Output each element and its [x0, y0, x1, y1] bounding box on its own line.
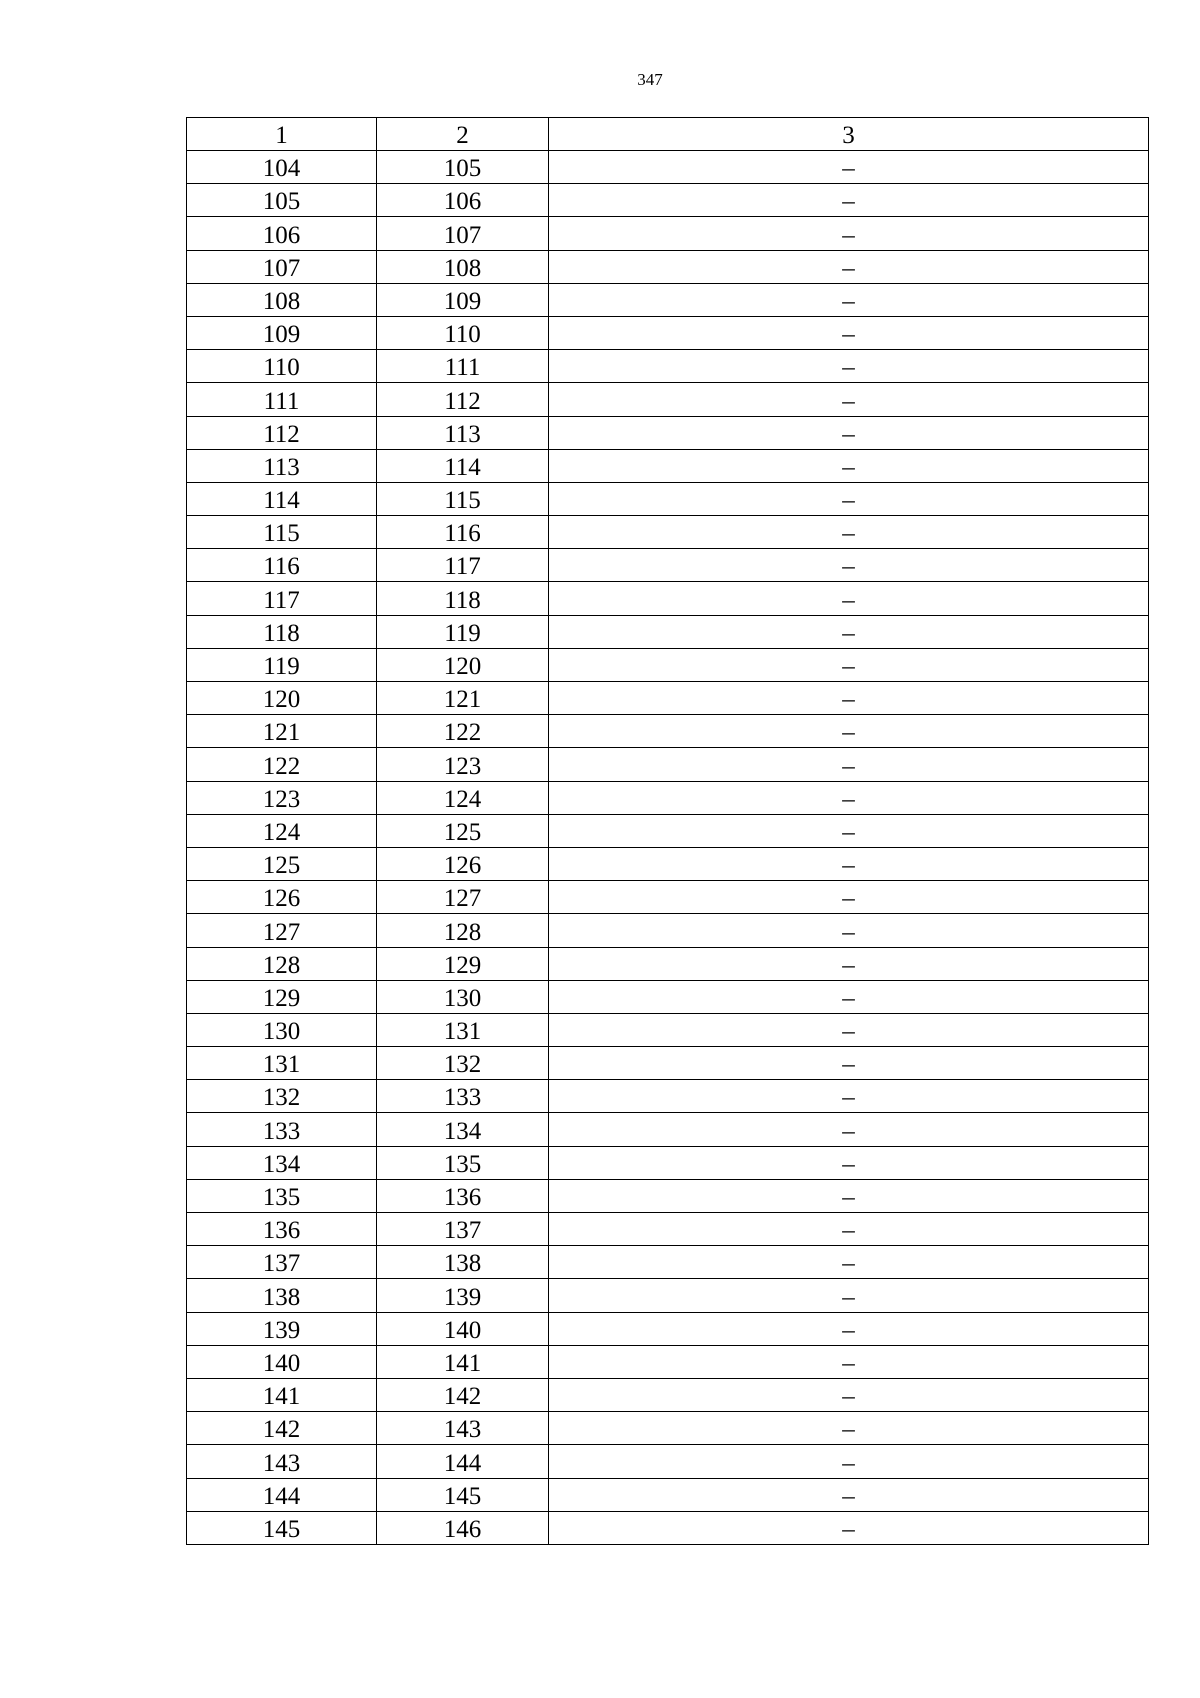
table-cell-col1: 107: [187, 250, 377, 283]
table-cell-col1: 136: [187, 1213, 377, 1246]
table-cell-col1: 125: [187, 847, 377, 880]
table-cell-col3: –: [549, 316, 1149, 349]
table-cell-col1: 143: [187, 1445, 377, 1478]
table-cell-col3: –: [549, 947, 1149, 980]
table-row: [187, 482, 1149, 515]
table-cell-col2: 109: [377, 283, 549, 316]
table-cell-col3: –: [549, 1378, 1149, 1411]
table-cell-col3: –: [549, 914, 1149, 947]
table-row: [187, 283, 1149, 316]
table-cell-col2: 123: [377, 748, 549, 781]
table-row: [187, 715, 1149, 748]
table-cell-col1: 133: [187, 1113, 377, 1146]
table-body: [187, 151, 1149, 1545]
table-cell-col3: –: [549, 715, 1149, 748]
table-cell-col1: 106: [187, 217, 377, 250]
table-cell-col2: 141: [377, 1345, 549, 1378]
table-cell-col3: –: [549, 250, 1149, 283]
table-cell-col2: 124: [377, 781, 549, 814]
table-cell-col3: –: [549, 482, 1149, 515]
table-cell-col3: –: [549, 648, 1149, 681]
table-row: [187, 582, 1149, 615]
table-cell-col2: 112: [377, 383, 549, 416]
table-cell-col2: 110: [377, 316, 549, 349]
table-cell-col1: 121: [187, 715, 377, 748]
table-cell-col3: –: [549, 449, 1149, 482]
table-cell-col2: 122: [377, 715, 549, 748]
table-row: [187, 1412, 1149, 1445]
table-row: [187, 250, 1149, 283]
table-cell-col1: 115: [187, 516, 377, 549]
table-cell-col2: 142: [377, 1378, 549, 1411]
column-header-2: 2: [377, 118, 549, 151]
table-cell-col1: 129: [187, 980, 377, 1013]
table-cell-col3: –: [549, 151, 1149, 184]
table-cell-col3: –: [549, 847, 1149, 880]
table-cell-col3: –: [549, 416, 1149, 449]
table-cell-col2: 137: [377, 1213, 549, 1246]
table-cell-col2: 132: [377, 1047, 549, 1080]
table-row: [187, 1213, 1149, 1246]
table-cell-col2: 114: [377, 449, 549, 482]
table-cell-col1: 119: [187, 648, 377, 681]
table-cell-col2: 139: [377, 1279, 549, 1312]
table-row: [187, 151, 1149, 184]
table-cell-col3: –: [549, 383, 1149, 416]
table-cell-col3: –: [549, 1013, 1149, 1046]
table-row: [187, 914, 1149, 947]
table-cell-col3: –: [549, 350, 1149, 383]
table-row: [187, 1113, 1149, 1146]
table-row: [187, 1146, 1149, 1179]
table-cell-col1: 112: [187, 416, 377, 449]
table-row: [187, 648, 1149, 681]
table-cell-col1: 142: [187, 1412, 377, 1445]
table-cell-col3: –: [549, 582, 1149, 615]
table-row: [187, 1013, 1149, 1046]
table-cell-col2: 118: [377, 582, 549, 615]
table-cell-col1: 110: [187, 350, 377, 383]
table-cell-col2: 144: [377, 1445, 549, 1478]
table-cell-col2: 134: [377, 1113, 549, 1146]
table-cell-col1: 124: [187, 814, 377, 847]
table-row: [187, 1378, 1149, 1411]
table-cell-col1: 126: [187, 881, 377, 914]
table-cell-col3: –: [549, 1345, 1149, 1378]
table-cell-col1: 111: [187, 383, 377, 416]
table-cell-col3: –: [549, 1478, 1149, 1511]
table-cell-col1: 144: [187, 1478, 377, 1511]
table-row: [187, 814, 1149, 847]
table-cell-col1: 135: [187, 1179, 377, 1212]
table-cell-col2: 113: [377, 416, 549, 449]
data-table: [186, 117, 1149, 1545]
table-cell-col3: –: [549, 1080, 1149, 1113]
table-row: [187, 1312, 1149, 1345]
table-cell-col1: 127: [187, 914, 377, 947]
table-cell-col2: 129: [377, 947, 549, 980]
table-row: [187, 350, 1149, 383]
table-cell-col1: 139: [187, 1312, 377, 1345]
column-header-1: 1: [187, 118, 377, 151]
table-cell-col3: –: [549, 516, 1149, 549]
table-cell-col2: 120: [377, 648, 549, 681]
table-cell-col1: 128: [187, 947, 377, 980]
table-row: [187, 416, 1149, 449]
table-cell-col3: –: [549, 217, 1149, 250]
table-cell-col3: –: [549, 1279, 1149, 1312]
table-row: [187, 881, 1149, 914]
table-cell-col3: –: [549, 1113, 1149, 1146]
table-cell-col1: 114: [187, 482, 377, 515]
table-cell-col3: –: [549, 1511, 1149, 1544]
table-cell-col1: 118: [187, 615, 377, 648]
table-row: [187, 449, 1149, 482]
table-cell-col2: 145: [377, 1478, 549, 1511]
table-cell-col1: 113: [187, 449, 377, 482]
table-cell-col3: –: [549, 1213, 1149, 1246]
table-cell-col1: 120: [187, 682, 377, 715]
table-cell-col3: –: [549, 283, 1149, 316]
table-row: [187, 682, 1149, 715]
table-cell-col2: 128: [377, 914, 549, 947]
table-cell-col1: 117: [187, 582, 377, 615]
table-cell-col3: –: [549, 1412, 1149, 1445]
table-cell-col2: 140: [377, 1312, 549, 1345]
table-row: [187, 1080, 1149, 1113]
table-cell-col3: –: [549, 814, 1149, 847]
table-cell-col1: 140: [187, 1345, 377, 1378]
table-cell-col2: 130: [377, 980, 549, 1013]
table-cell-col3: –: [549, 1179, 1149, 1212]
table-cell-col3: –: [549, 1146, 1149, 1179]
table-row: [187, 980, 1149, 1013]
table-row: [187, 184, 1149, 217]
table-row: [187, 549, 1149, 582]
table-row: [187, 516, 1149, 549]
table-cell-col2: 106: [377, 184, 549, 217]
table-row: [187, 217, 1149, 250]
table-cell-col2: 138: [377, 1246, 549, 1279]
table-cell-col3: –: [549, 1312, 1149, 1345]
table-cell-col1: 105: [187, 184, 377, 217]
table-cell-col3: –: [549, 1246, 1149, 1279]
table-row: [187, 781, 1149, 814]
table-row: [187, 1345, 1149, 1378]
table-row: [187, 1179, 1149, 1212]
table-cell-col2: 125: [377, 814, 549, 847]
table-cell-col3: –: [549, 980, 1149, 1013]
table-cell-col2: 133: [377, 1080, 549, 1113]
table-cell-col2: 111: [377, 350, 549, 383]
table-row: [187, 1445, 1149, 1478]
table-cell-col2: 116: [377, 516, 549, 549]
table-cell-col1: 123: [187, 781, 377, 814]
table-row: [187, 383, 1149, 416]
table-cell-col2: 126: [377, 847, 549, 880]
table-cell-col1: 137: [187, 1246, 377, 1279]
table-row: [187, 1511, 1149, 1544]
table-cell-col1: 134: [187, 1146, 377, 1179]
table-cell-col3: –: [549, 549, 1149, 582]
table-cell-col1: 109: [187, 316, 377, 349]
page-number: 347: [637, 70, 663, 89]
table-row: [187, 1246, 1149, 1279]
table-cell-col3: –: [549, 615, 1149, 648]
table-cell-col2: 135: [377, 1146, 549, 1179]
table-cell-col3: –: [549, 781, 1149, 814]
table-row: [187, 1279, 1149, 1312]
table-cell-col2: 121: [377, 682, 549, 715]
table-cell-col2: 107: [377, 217, 549, 250]
table-cell-col3: –: [549, 748, 1149, 781]
table-cell-col3: –: [549, 184, 1149, 217]
table-row: [187, 947, 1149, 980]
table-row: [187, 316, 1149, 349]
table-row: [187, 615, 1149, 648]
table-cell-col3: –: [549, 881, 1149, 914]
table-cell-col1: 138: [187, 1279, 377, 1312]
table-header-row: [187, 118, 1149, 151]
table-cell-col2: 115: [377, 482, 549, 515]
table-cell-col1: 131: [187, 1047, 377, 1080]
table-cell-col1: 122: [187, 748, 377, 781]
table-row: [187, 1478, 1149, 1511]
table-cell-col1: 104: [187, 151, 377, 184]
table-cell-col1: 145: [187, 1511, 377, 1544]
table-row: [187, 847, 1149, 880]
table-cell-col2: 119: [377, 615, 549, 648]
table-cell-col3: –: [549, 1047, 1149, 1080]
table-cell-col1: 141: [187, 1378, 377, 1411]
table-row: [187, 1047, 1149, 1080]
table-cell-col2: 131: [377, 1013, 549, 1046]
table-cell-col2: 136: [377, 1179, 549, 1212]
table-cell-col1: 130: [187, 1013, 377, 1046]
table-cell-col1: 132: [187, 1080, 377, 1113]
table-cell-col3: –: [549, 682, 1149, 715]
table-row: [187, 748, 1149, 781]
table-cell-col2: 146: [377, 1511, 549, 1544]
table-cell-col2: 105: [377, 151, 549, 184]
table-cell-col2: 127: [377, 881, 549, 914]
table-cell-col3: –: [549, 1445, 1149, 1478]
table-cell-col2: 117: [377, 549, 549, 582]
table-cell-col2: 143: [377, 1412, 549, 1445]
column-header-3: 3: [549, 118, 1149, 151]
table-cell-col1: 108: [187, 283, 377, 316]
table-cell-col1: 116: [187, 549, 377, 582]
table-cell-col2: 108: [377, 250, 549, 283]
